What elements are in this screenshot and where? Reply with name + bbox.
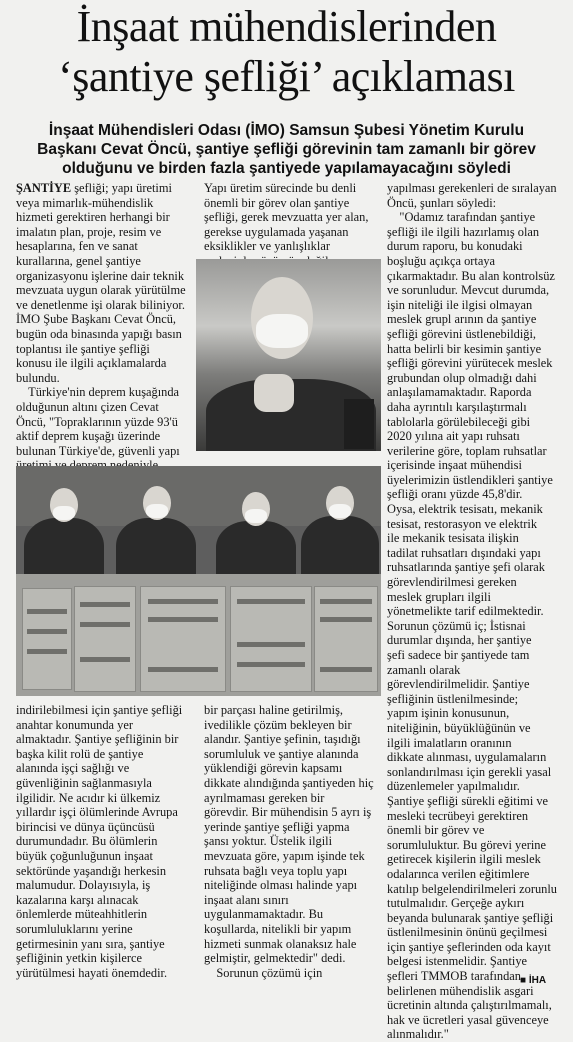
text-line: tutulmalıdır. Gerçeğe aykırı [387, 896, 525, 911]
text-line: yürütülmesi hayati önemdedir. [16, 965, 168, 980]
text-line: eksiklikler ve yanlışlıklar [204, 239, 330, 254]
text-line: önlemlerde müteahhitlerin [16, 907, 148, 922]
text-line: koşullarda, nitelikli bir yapım [204, 921, 352, 936]
text-line: hizmeti gerektiren herhangi bir [16, 210, 170, 225]
text-line: görevdir. Bir mühendisin 5 ayrı iş [204, 805, 372, 820]
text-line: belirlenen mühendislik asgari [387, 983, 534, 998]
text-line: için şantiye şeflerinden oda kayıt [387, 939, 551, 954]
text-line: malumudur. Dolayısıyla, iş [16, 878, 151, 893]
text-line: toplantısı ile şantiye şefliği [16, 341, 150, 356]
text-line: sorumluluk ve şantiye alanında [204, 746, 359, 761]
text-line: ile mekanik tesisata ilişkin [387, 531, 519, 546]
subheadline [14, 121, 559, 178]
text-line: kurallarına, genel şantiye [16, 253, 141, 268]
text-line: üstlenilmesinin önünü geçilmesi [387, 925, 548, 940]
text-line: Yapı üretim sürecinde bu denli [204, 181, 357, 195]
text-line: ve denetlenme işi olarak biliniyor. [16, 297, 185, 312]
text-line: odalarınca verilen eğitimlere [387, 866, 530, 881]
text-line: ruhsatlarında şantiye şefi olarak [387, 560, 545, 575]
text-line: bulunan Türkiye'de, güvenli yapı [16, 443, 180, 458]
text-line: ilgilidir. Ne acıdır ki ülkemiz [16, 790, 161, 805]
text-line: üyelerimizin üstlendikleri şantiye [387, 472, 553, 487]
text-line: konusu ile ilgili açıklamalarda [16, 356, 167, 371]
text-line: önemli bir görev ve [387, 823, 485, 838]
text-line: ücretinin altında çalıştırılmamalı, [387, 998, 552, 1013]
text-line: alandır. Şantiye şefinin, taşıdığı [204, 732, 361, 747]
text-line: belgesi istenmelidir. Şantiye [387, 954, 528, 969]
text-line: ilgili imalatların oranının [387, 735, 512, 750]
text-line: şansı yoktur. Üstelik ilgili [204, 834, 333, 849]
text-line: durumlar dışında, her şantiye [387, 633, 532, 648]
text-line: durum raporu, bu konudaki [387, 239, 523, 254]
text-line: durumundadır. Bu ölümlerin [16, 834, 158, 849]
text-line: gerekse uygulamada yaşanan [204, 224, 349, 239]
agency-credit: ■ İHA [520, 975, 547, 986]
text-line: tadilat ruhsatları dışındaki yapı [387, 545, 541, 560]
text-line: anlaşılamamaktadır. Raporda [387, 385, 532, 400]
text-line: tablolarla görülebileceği gibi [387, 414, 531, 429]
text-line: anahtar konumunda yer [16, 717, 133, 732]
text-line: meslek grupları ilgili [387, 589, 491, 604]
text-line: tesisat, restorasyon ve elektrik [387, 516, 538, 531]
text-line: büyük çoğunluğunun inşaat [16, 848, 153, 863]
text-line: sorumluluklarını yerine [16, 921, 133, 936]
text-line: düzenlemeler yapılmalıdır. [387, 779, 520, 794]
text-line: almaktadır. Şantiye şefliğinin bir [16, 732, 179, 747]
text-line: görevlendirilmesi gereken [387, 575, 517, 590]
column-1-top [16, 181, 192, 487]
text-line: bugün oda binasında yapığı basın [16, 326, 182, 341]
text-line: İMO Şube Başkanı Cevat Öncü, [16, 312, 177, 327]
text-line: meslek grupl arının da şantiye [387, 312, 537, 327]
headline-line-1: İnşaat mühendislerinden [76, 2, 497, 51]
column-1-bottom [16, 703, 192, 980]
text-line: şefleri TMMOB tarafından [387, 969, 521, 984]
text-line: katılıp belgelendirilmeleri zorunlu [387, 881, 557, 896]
text-line: şefliğinin yetkin kişilerce [16, 951, 142, 966]
text-line: olduğunun altını çizen Cevat [16, 399, 159, 414]
text-line: Öncü, şunları söyledi: [387, 195, 497, 210]
text-line: indirilebilmesi için şantiye şefliği [16, 703, 183, 717]
subheadline-line: İnşaat Mühendisleri Odası (İMO) Samsun Şubesi Yönetim Kurulu [48, 122, 525, 139]
press-conference-photo [16, 466, 381, 696]
text-line: verilerine göre, toplam ruhsatlar [387, 443, 547, 458]
text-line: getirecek kişilerin ilgili meslek [387, 852, 541, 867]
column-2-bottom [204, 703, 380, 980]
text-line: Şantiye şefliği sürekli eğitimi ve [387, 793, 549, 808]
text-line: zamanlı olarak [387, 662, 461, 677]
text-line: yönetmelikte tarif edilmektedir. [387, 604, 544, 619]
text-line: "Odamız tarafından şantiye [387, 210, 536, 225]
text-line: beyanda bulunarak şantiye şefliği [387, 910, 554, 925]
text-line: ruhsata bağlı veya toplu yapı [204, 863, 348, 878]
text-line: niteliğinde olması halinde yapı [204, 878, 358, 893]
text-line: veya mimarlık-mühendislik [16, 195, 154, 210]
text-line: Sorunun çözümü iç; İstisnai [387, 618, 526, 633]
text-line: boşluğu açıkça ortaya [387, 253, 496, 268]
text-line: başka kilit rolü de şantiye [16, 746, 144, 761]
text-line: organizasyonu işlerine dair teknik [16, 268, 185, 283]
text-line: aktif deprem kuşağı üzerinde [16, 429, 161, 444]
text-line: hizmeti sunmak olanaksız hale [204, 936, 357, 951]
text-line: 2020 yılına ait yapı ruhsatı [387, 429, 520, 444]
text-line: işin niteliği ile ilgisi olmayan [387, 297, 533, 312]
text-line: sorumluluktur. Bu görevi yerine [387, 837, 546, 852]
text-line: Oysa, elektrik tesisatı, mekanik [387, 502, 543, 517]
text-line: birincisi ve dünya üçüncüsü [16, 819, 155, 834]
text-line: ivedilikle çözüm bekleyen bir [204, 717, 352, 732]
text-line: Öncü, "Topraklarının yüzde 93'ü [16, 414, 178, 429]
text-line: hatta belirli bir kesimin şantiye [387, 341, 542, 356]
text-line: mevzuata göre, yapım işinde tek [204, 848, 365, 863]
text-line: inşaat alanı sınırı [204, 892, 289, 907]
lead-word: ŞANTİYE [16, 181, 72, 195]
text-line: bulundu. [16, 370, 60, 385]
text-line: şefi sadece bir şantiyede tam [387, 648, 530, 662]
text-line: hak ve ücretleri yasal güvenceye [387, 1012, 549, 1027]
text-line: şefliği, gerek mevzuatta yer alan, [204, 210, 369, 225]
text-line: ve sorunludur. Mevcut durumda, [387, 283, 550, 298]
text-line: yüklendiği görevin kapsamı [204, 761, 343, 776]
text-line: şefliği görevini yürütecek meslek [387, 356, 553, 371]
text-line: bir parçası haline getirilmiş, [204, 703, 344, 717]
text-line: yerinde şantiye şefliği yapma [204, 819, 350, 834]
column-2-top [204, 181, 380, 269]
text-line: şefliği ile ilgili hazırlamış olan [387, 224, 540, 239]
text-line: uygulanmamaktadır. Bu [204, 907, 324, 922]
text-line: çıkarmaktadır. Bu alan kontrolsüz [387, 268, 555, 283]
text-line: sektöründe yaşandığı herkesin [16, 863, 167, 878]
text-line: alınmalıdır." [387, 1027, 449, 1042]
text-line: yapılması gerekenleri de sıralayan [387, 181, 557, 195]
text-line: görevlendirilmelidir. Şantiye [387, 677, 530, 692]
subheadline-line: olduğunu ve birden fazla şantiyede yapılamayacağını söyledi [62, 160, 511, 177]
text-line: ŞANTİYE şefliği; yapı üretimi [16, 181, 172, 195]
text-line: içerisinde inşaat mühendisi [387, 458, 522, 473]
text-line: ayrılmaması gereken bir [204, 790, 325, 805]
text-line: imalatın plan, proje, resim ve [16, 224, 162, 239]
text-line: getirmesinin yanı sıra, şantiye [16, 936, 165, 951]
text-line: daha ayrıntılı karşılaştırmalı [387, 399, 527, 414]
text-line: önemli bir görev olan şantiye [204, 195, 350, 210]
speaker-photo [196, 259, 381, 451]
text-line: Sorunun çözümü için [204, 965, 323, 980]
headline-line-2: ‘şantiye şefliği’ açıklaması [58, 52, 515, 101]
text-line: şefliğinin üstlenilmesinde; [387, 691, 519, 706]
subheadline-line: Başkanı Cevat Öncü, şantiye şefliği görevinin tam zamanlı bir görev [37, 141, 536, 158]
text-line: mesleki tecrübeyi gerektiren [387, 808, 529, 823]
text-line: hesaplarına, fen ve sanat [16, 239, 138, 254]
text-line: şefliği görevini üstlenebildiği, [387, 326, 537, 341]
text-line: niteliğinin, büyüklüğünün ve [387, 720, 531, 735]
text-line: yıllardır işçi ölümlerinde Avrupa [16, 805, 178, 820]
text-line: Türkiye'nin deprem kuşağında [16, 385, 180, 400]
text-line: gelmiştir, gelmektedir" dedi. [204, 951, 346, 966]
text-line: alanında işçi sağlığı ve [16, 761, 130, 776]
text-line: şefliği oranı yüzde 45,8'dir. [387, 487, 523, 502]
column-3 [387, 181, 563, 1042]
text-line: dikkate alınması, uygulamaların [387, 750, 547, 765]
text-line: mevzuata uygun olarak yürütülme [16, 283, 186, 298]
text-line: dikkate alındığında şantiyeden hiç [204, 775, 374, 790]
text-line: güvenliğinin sağlanmasıyla [16, 775, 152, 790]
text-line: yapım işinin konusunun, [387, 706, 510, 721]
text-line: grubundan olup olmadığı dahi [387, 370, 537, 385]
text-line: sonlandırılması için gerekli yasal [387, 764, 552, 779]
text-line: kazalarına karşı alınacak [16, 892, 139, 907]
